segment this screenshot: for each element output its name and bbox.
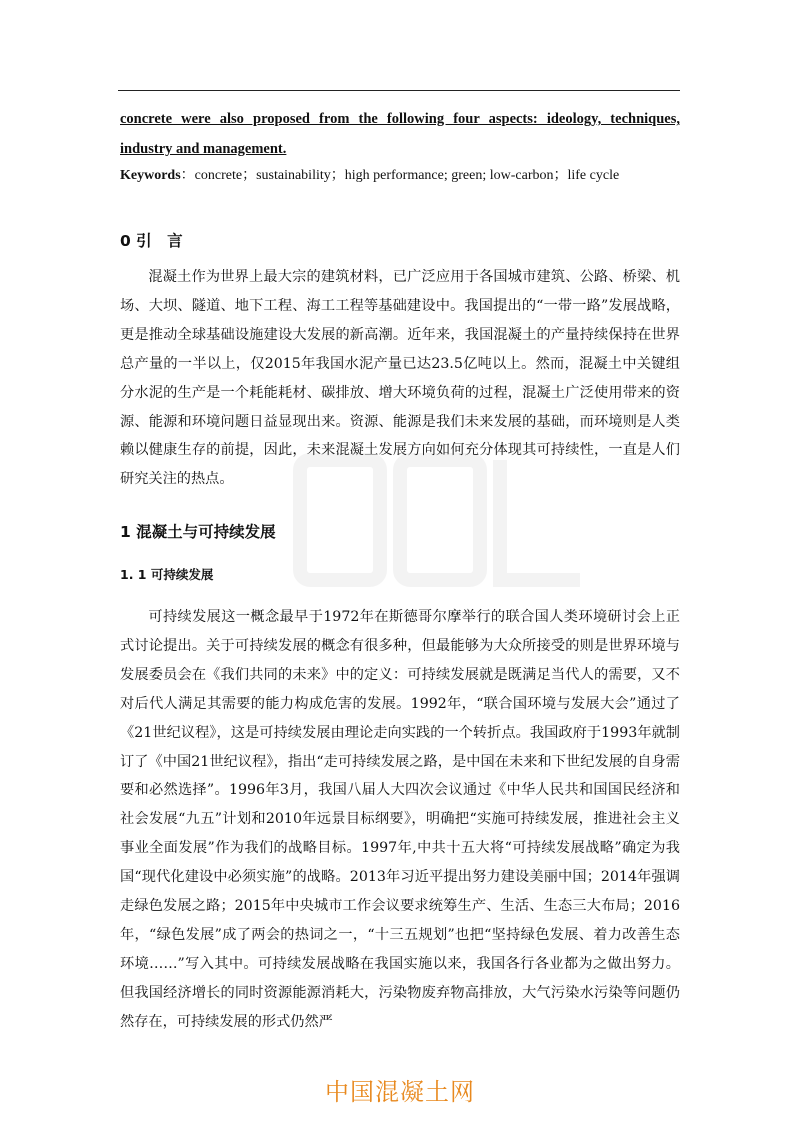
keywords-label: Keywords [120,168,181,183]
section-1-heading: 1 混凝土与可持续发展 [120,523,276,541]
english-abstract-tail: concrete were also proposed from the following four aspects: ideology, techniques, industry and management. [120,111,680,157]
section-0-paragraph: 混凝土作为世界上最大宗的建筑材料，已广泛应用于各国城市建筑、公路、桥梁、机场、大坝、隧道、地下工程、海工工程等基础建设中。我国提出的“一带一路”发展战略，更是推动全球基础设施建设大发展的新高潮。近年来，我国混凝土的产量持续保持在世界总产量的一半以上，仅2015年我国水泥产量已达23.5亿吨以上。然而，混凝土中关键组分水泥的生产是一个耗能耗材、碳排放、增大环境负荷的过程，混凝土广泛使用带来的资源、能源和环境问题日益显现出来。资源、能源是我们未来发展的基础，而环境则是人类赖以健康生存的前提，因此，未来混凝土发展方向如何充分体现其可持续性，一直是人们研究关注的热点。 [120,269,680,488]
keywords-text: ：concrete；sustainability；high performance; green; low-carbon；life cycle [180,168,620,183]
site-footer: 中国混凝土网 [325,1078,475,1106]
section-1-1-paragraph: 可持续发展这一概念最早于1972年在斯德哥尔摩举行的联合国人类环境研讨会上正式讨论提出。关于可持续发展的概念有很多种，但最能够为大众所接受的则是世界环境与发展委员会在《我们共同的未来》中的定义：可持续发展就是既满足当代人的需要，又不对后代人满足其需要的能力构成危害的发展。1992年，“联合国环境与发展大会”通过了《21世纪议程》，这是可持续发展由理论走向实践的一个转折点。我国政府于1993年就制订了《中国21世纪议程》，指出“走可持续发展之路，是中国在未来和下世纪发展的自身需要和必然选择”。1996年3月，我国八届人大四次会议通过《中华人民共和国国民经济和社会发展“九五”计划和2010年远景目标纲要》，明确把“实施可持续发展，推进社会主义事业全面发展”作为我们的战略目标。1997年,中共十五大将“可持续发展战略”确定为我国“现代化建设中必须实施”的战略。2013年习近平提出努力建设美丽中国；2014年强调走绿色发展之路；2015年中央城市工作会议要求统筹生产、生活、生态三大布局；2016年，“绿色发展”成了两会的热词之一，“十三五规划”也把“坚持绿色发展、着力改善生态环境……”写入其中。可持续发展战略在我国实施以来，我国各行各业都为之做出努力。但我国经济增长的同时资源能源消耗大，污染物废弃物高排放，大气污染水污染等问题仍然存在，可持续发展的形式仍然严 [120,609,680,1030]
section-0-heading: 0 引 言 [120,232,183,250]
keywords-line [120,166,680,186]
header-rule [118,90,680,91]
watermark-logo [290,440,590,600]
section-1-1-heading: 1. 1 可持续发展 [120,567,214,582]
